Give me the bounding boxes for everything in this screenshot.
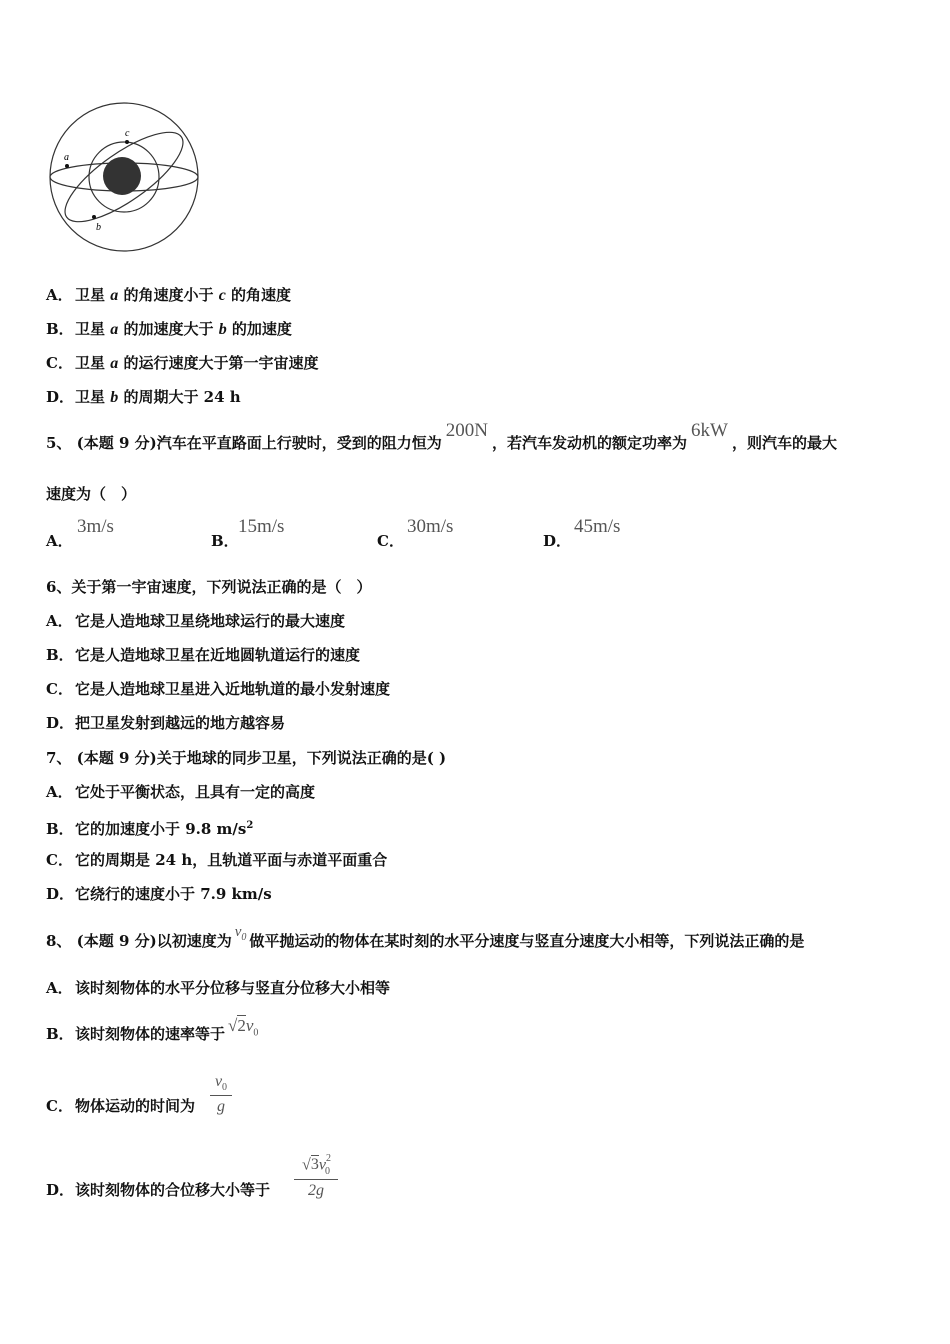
sqrt3-v0sq-over-2g-fraction: $√3v^2_0$ 2g <box>294 1155 338 1200</box>
q7-option-d: D．它绕行的速度小于 7.9 km/s <box>46 885 272 903</box>
q4-option-a: A． 卫星 a 的角速度小于 c 的角速度 <box>46 286 292 304</box>
q7-option-c: C． 它的周期是 24 h，且轨道平面与赤道平面重合 <box>46 851 388 869</box>
q7-option-a: A． 它处于平衡状态，且具有一定的高度 <box>46 783 316 801</box>
earth <box>103 157 141 195</box>
option-label: B． <box>46 320 74 338</box>
q5-option-c-value: 30m/s <box>407 516 454 537</box>
initial-velocity-symbol: $v_0$ <box>234 924 247 943</box>
satellite-c <box>125 140 129 144</box>
sqrt2-v0-expression: $√2v_0$ <box>228 1016 259 1039</box>
q5-option-c-label: C． <box>377 532 404 550</box>
satellite-orbit-figure <box>44 98 204 256</box>
satellite-a <box>65 164 69 168</box>
q5-option-b-label: B． <box>211 532 239 550</box>
option-label: C． <box>46 354 73 372</box>
q6-option-d: D．把卫星发射到越远的地方越容易 <box>46 714 286 732</box>
q5-option-d-label: D． <box>543 532 572 550</box>
q4-option-c: C． 卫星 a 的运行速度大于第一宇宙速度 <box>46 354 319 372</box>
q7-stem: 7、 (本题 9 分)关于地球的同步卫星，下列说法正确的是( ) <box>46 749 447 767</box>
label-a: a <box>64 152 69 163</box>
q5-option-a-value: 3m/s <box>77 516 114 537</box>
q8-option-a: A． 该时刻物体的水平分位移与竖直分位移大小相等 <box>46 979 391 997</box>
label-b: b <box>96 222 101 233</box>
label-c: c <box>125 128 130 139</box>
q5-stem-line2: 速度为（ ） <box>46 485 137 503</box>
q5-option-d-value: 45m/s <box>574 516 621 537</box>
q8-option-c: C． 物体运动的时间为 <box>46 1097 196 1115</box>
q5-option-a-label: A． <box>46 532 73 550</box>
satellite-b <box>92 215 96 219</box>
q6-option-b: B．它是人造地球卫星在近地圆轨道运行的速度 <box>46 646 361 664</box>
option-label: D． <box>46 388 75 406</box>
force-value: 200N <box>445 420 488 441</box>
q6-option-c: C． 它是人造地球卫星进入近地轨道的最小发射速度 <box>46 680 391 698</box>
q5-option-b-value: 15m/s <box>238 516 285 537</box>
q8-stem: 8、 (本题 9 分)以初速度为 $v_0$ 做平抛运动的物体在某时刻的水平分速度与竖直分速度大小相等，下列说法正确的是 <box>46 924 805 950</box>
q7-option-b: B．它的加速度小于 9.8 $m/s^2$ <box>46 820 254 838</box>
q6-option-a: A． 它是人造地球卫星绕地球运行的最大速度 <box>46 612 346 630</box>
option-label: A． <box>46 286 73 304</box>
q4-option-d: D．卫星 b 的周期大于 24 h <box>46 388 241 406</box>
v0-over-g-fraction: $v_0$ g <box>210 1073 232 1116</box>
q6-stem: 6、关于第一宇宙速度，下列说法正确的是（ ） <box>46 578 372 596</box>
q5-stem: 5、 (本题 9 分)汽车在平直路面上行驶时，受到的阻力恒为200N，若汽车发动机的额定功率为6kW，则汽车的最大 <box>46 420 837 452</box>
q8-option-d: D．该时刻物体的合位移大小等于 <box>46 1181 271 1199</box>
power-value: 6kW <box>691 420 728 441</box>
q4-option-b: B．卫星 a 的加速度大于 b 的加速度 <box>46 320 292 338</box>
q8-option-b: B．该时刻物体的速率等于 $√2v_0$ <box>46 1016 259 1043</box>
